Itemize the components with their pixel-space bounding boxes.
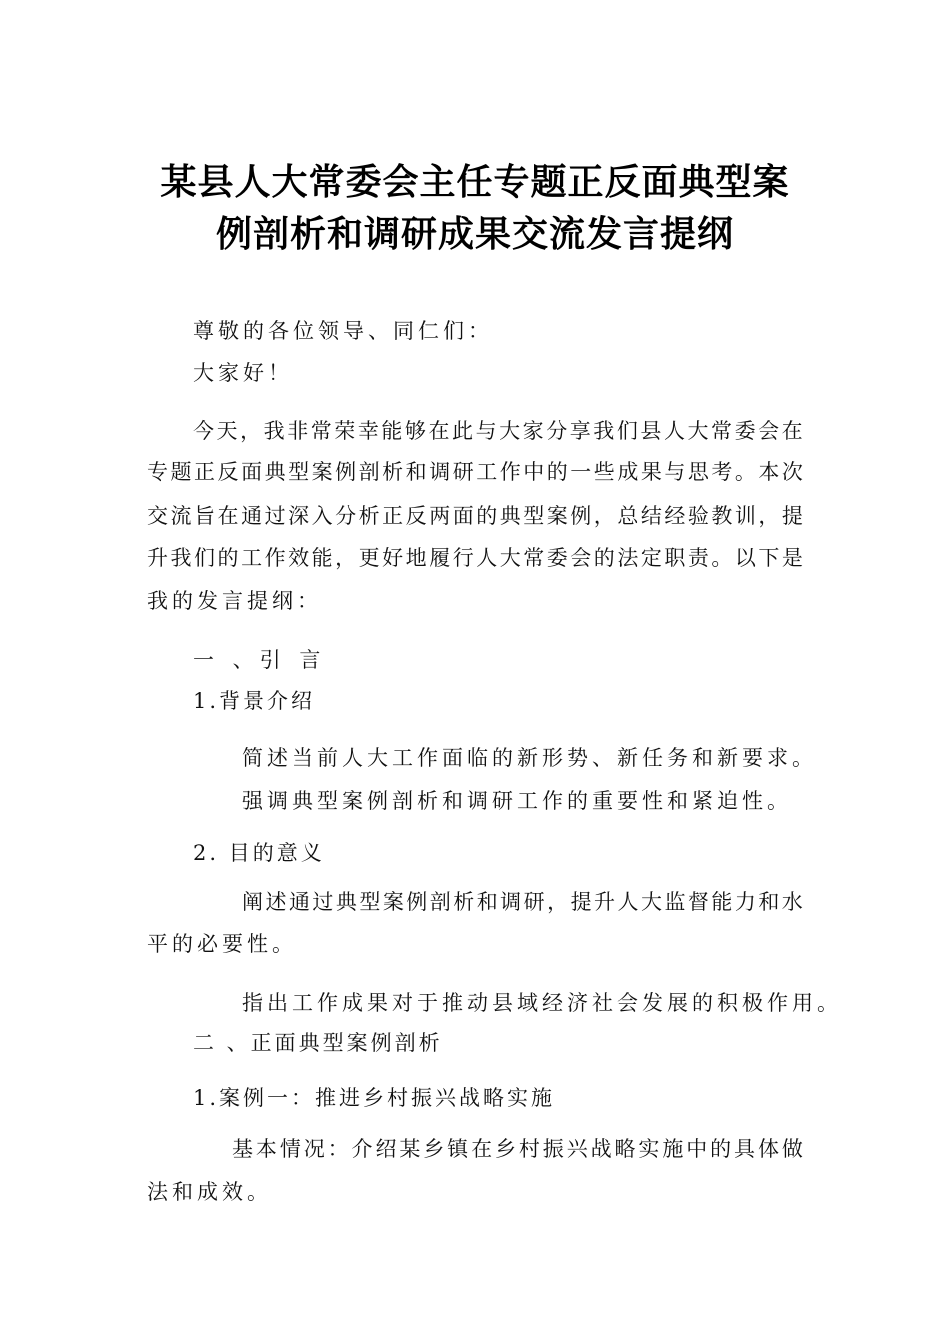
intro-line-3: 交 流 旨 在 通 过 深 入 分 析 正 反 两 面 的 典 型 案 例 ， 总 结 经 验 教 训 ， 提: [147, 504, 803, 528]
document-title-line-2: 例剖析和调研成果交流发言提纲: [215, 214, 734, 255]
document-title-line-1: 某县人大常委会主任专题正反面典型案: [160, 162, 790, 203]
section-2-case-1-basic-line-2: 法和成效。: [147, 1180, 272, 1204]
section-1-item-2-point-2: 指出工作成果对于推动县域经济社会发展的积极作用。: [242, 991, 842, 1015]
section-2-case-1-basic-line-1: 基 本 情 况 ： 介 绍 某 乡 镇 在 乡 村 振 兴 战 略 实 施 中 的 具 体 做: [232, 1137, 803, 1161]
intro-line-1: 今 天 ， 我 非 常 荣 幸 能 够 在 此 与 大 家 分 享 我 们 县 人 大 常 委 会 在: [193, 419, 803, 443]
section-1-item-2-point-1-line-2: 平的必要性。: [147, 932, 297, 956]
section-2-case-1-heading: 1.案例一：推进乡村振兴战略实施: [193, 1086, 556, 1110]
intro-line-2: 专 题 正 反 面 典 型 案 例 剖 析 和 调 研 工 作 中 的 一 些 成 果 与 思 考 。 本 次: [147, 460, 803, 484]
intro-line-4: 升 我 们 的 工 作 效 能 ， 更 好 地 履 行 人 大 常 委 会 的 法 定 职 责 。 以 下 是: [147, 546, 803, 570]
intro-line-5: 我的发言提纲：: [147, 589, 322, 613]
section-1-item-2-point-1-line-1: 阐 述 通 过 典 型 案 例 剖 析 和 调 研 ， 提 升 人 大 监 督 能 力 和 水: [242, 890, 803, 914]
section-2-heading: 二 、正面典型案例剖析: [193, 1031, 443, 1055]
section-1-item-2-heading: 2. 目的意义: [193, 841, 325, 865]
section-1-item-1-point-2: 强调典型案例剖析和调研工作的重要性和紧迫性。: [242, 789, 792, 813]
greeting: 大家好！: [193, 361, 293, 385]
salutation: 尊敬的各位领导、同仁们：: [193, 319, 493, 343]
section-1-item-1-heading: 1.背景介绍: [193, 689, 316, 713]
section-1-heading: 一 、引 言: [193, 648, 327, 672]
section-1-item-1-point-1: 简述当前人大工作面临的新形势、新任务和新要求。: [242, 746, 817, 770]
